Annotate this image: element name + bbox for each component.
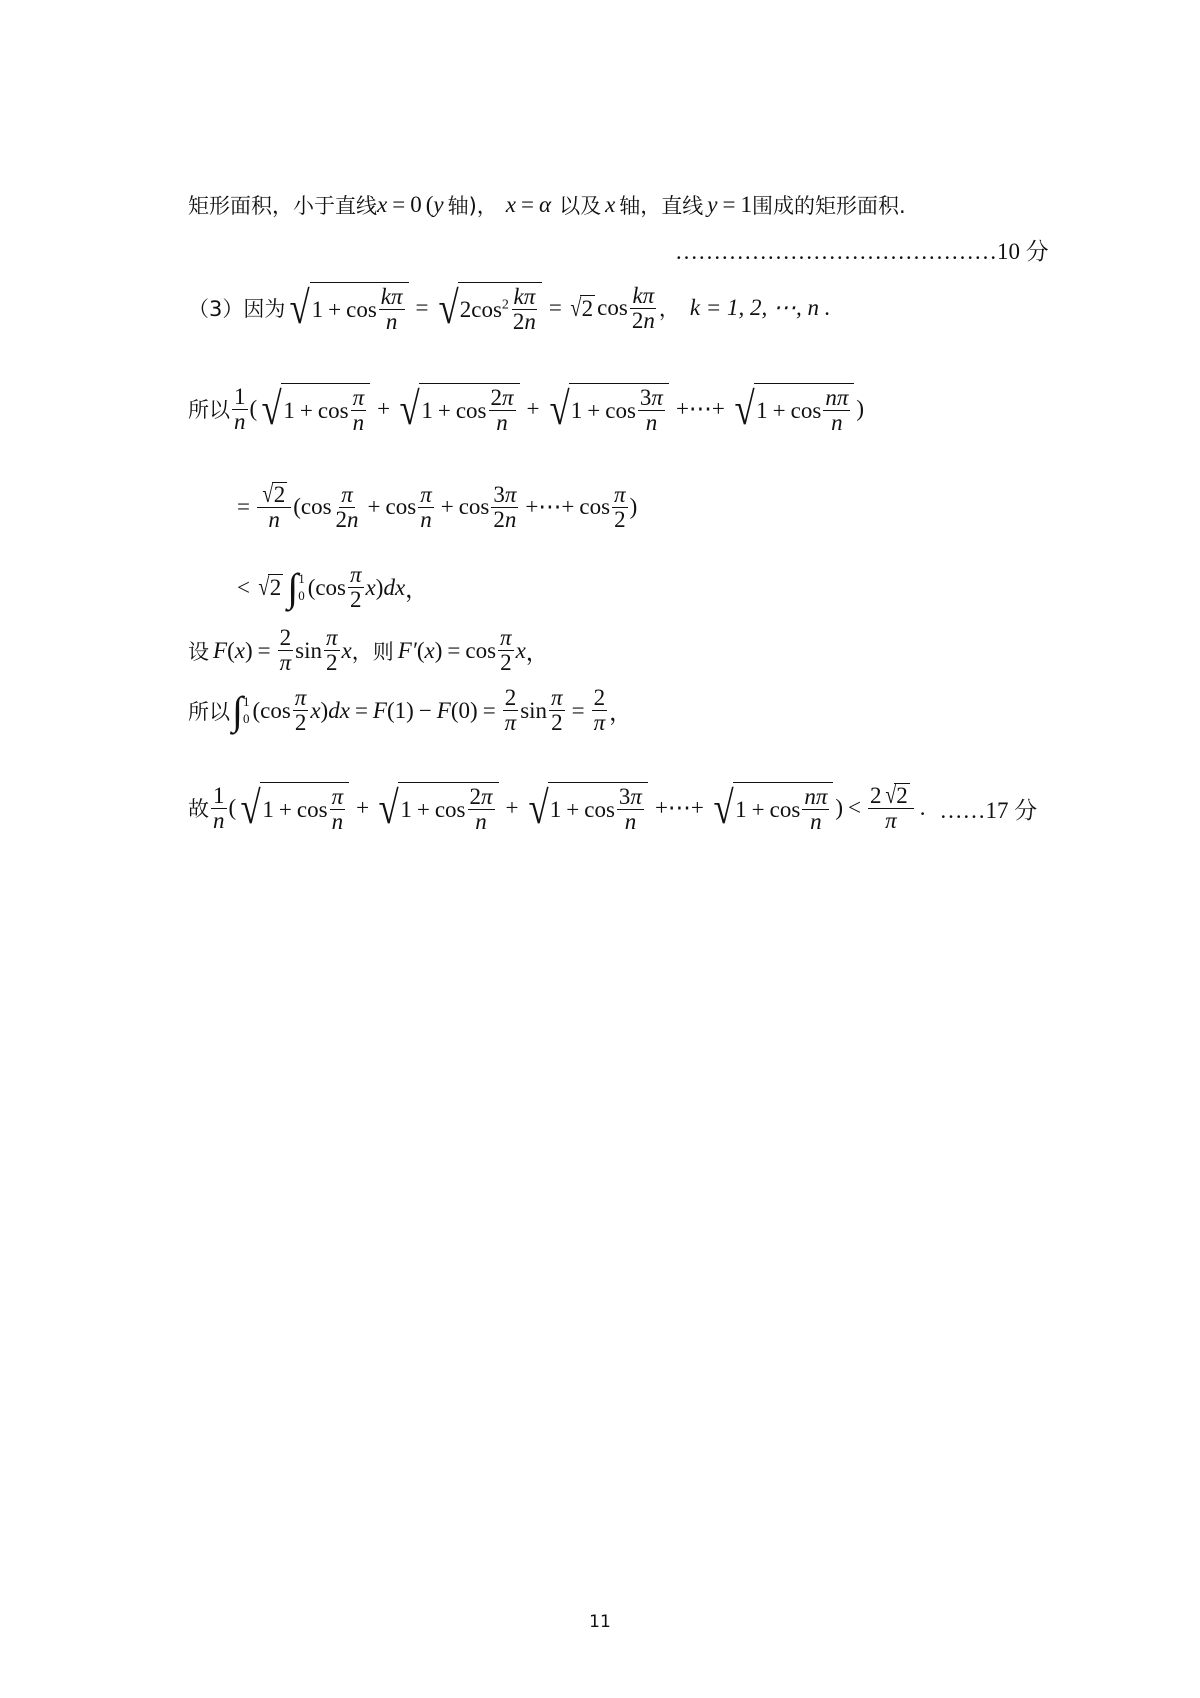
therefore-label: 所以 xyxy=(188,398,230,423)
less-than-integral: < √ 2 ∫ 1 0 (cos $\frac{\pi}{2}$ x ) dx ， xyxy=(237,562,429,613)
intro-text-c: 以及 xyxy=(559,194,602,218)
score-10: ……………………………………10 分 xyxy=(675,239,1049,264)
define-F: 设 F ( x ) = $\frac{2}{\pi}$ sin $\frac{\pi}{2}$ x ，则 F′ ( x ) = cos $\frac{\pi}{2}$ x ， xyxy=(188,625,549,676)
then-label: ，则 xyxy=(351,639,394,664)
integral-evaluation: 所以 ∫ 1 0 (cos $\frac{\pi}{2}$ x ) dx = F (1) − F (0) = $\frac{2}{\pi}$ sin $\frac{\pi}{2}$ = $\frac{2}{\pi}$ ， xyxy=(188,685,633,736)
equals-cos-sum: = √ 2 n (cos $\frac{\pi}{2n}$ + cos $\frac{\pi}{n}$ + cos $\frac{3\pi}{2n}$ +⋯+ cos $\frac{\pi}{2}$ ) xyxy=(237,481,638,533)
sqrt-2cos2: √ $2\cos^2$ $\frac{k\pi}{2n}$ xyxy=(436,282,542,334)
part3-label: （3）因为 xyxy=(188,297,286,322)
hence-label: 故 xyxy=(188,797,209,822)
part3-sep: ， xyxy=(658,297,680,322)
therefore2-label: 所以 xyxy=(188,699,230,724)
score-17: ……17 分 xyxy=(939,797,1038,823)
intro-line: 矩形面积，小于直线 x = 0 ( y 轴)， x = α 以及 x 轴，直线 y = 1 围成的矩形面积. xyxy=(188,192,906,218)
sqrt-2: √ 2 xyxy=(570,294,594,322)
eq-x-zero: x xyxy=(377,192,388,217)
set-label: 设 xyxy=(188,639,209,664)
page-number: 11 xyxy=(589,1612,611,1632)
intro-text-b: 轴)， xyxy=(447,194,498,218)
intro-text-e: 围成的矩形面积. xyxy=(752,194,906,218)
intro-text-a: 矩形面积，小于直线 xyxy=(188,194,377,218)
sum-expression: 所以 $\frac{1}{n}$ ( √ 1 + cos $\frac{\pi}{n}$ + √ 1 + cos $\frac{2\pi}{n}$ + √ 1 + cos $\frac{3\pi}{n}$ +⋯+ √ 1 + cos $\frac{n\pi}{n}$ ) xyxy=(188,383,865,436)
intro-text-d: 轴，直线 xyxy=(619,194,704,218)
part3-identity: （3）因为 √ 1 + cos $\frac{k\pi}{n}$ = √ $2\cos^2$ $\frac{k\pi}{2n}$ = √ 2 cos $\frac{k\pi}{2n}$ ， k = 1, 2, ⋯, n . xyxy=(188,282,831,335)
sqrt-1-cos: √ 1 + cos $\frac{k\pi}{n}$ xyxy=(287,282,408,334)
final-inequality: 故 $\frac{1}{n}$ ( √ 1 + cos $\frac{\pi}{n}$ + √ 1 + cos $\frac{2\pi}{n}$ + √ 1 + cos $\frac{3\pi}{n}$ +⋯+ √ 1 + cos $\frac{n\pi}{n}$ ) < 2 √ 2 π . ……17 分 xyxy=(188,782,1038,835)
part3-condition: k = 1, 2, ⋯, n . xyxy=(689,295,831,321)
